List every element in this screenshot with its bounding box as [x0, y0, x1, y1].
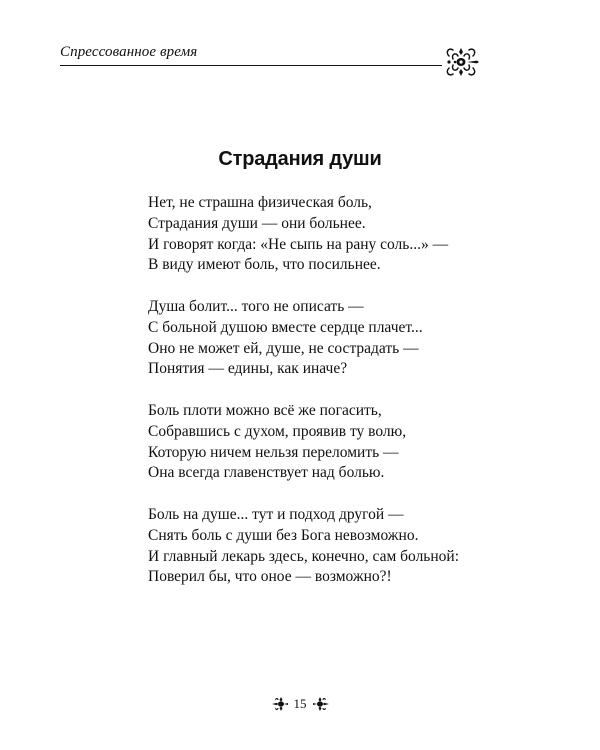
poem-line: В виду имеют боль, что посильнее.: [148, 256, 381, 274]
poem-line: И говорят когда: «Не сыпь на рану соль...» —: [148, 235, 449, 253]
poem-line: Снять боль с души без Бога невозможно.: [148, 526, 419, 544]
poem-line: Поверил бы, что оное — возможно?!: [148, 568, 392, 586]
poem-line: С больной душою вместе сердце плачет...: [148, 318, 423, 336]
poem-line: Душа болит... того не описать —: [148, 297, 364, 315]
stanza: [148, 193, 459, 276]
fleuron-left-icon: [272, 697, 288, 711]
poem-line: Собравшись с духом, проявив ту волю,: [148, 422, 407, 440]
poem-line: Страдания души — они больнее.: [148, 214, 366, 232]
poem-title: Страдания души: [218, 148, 382, 170]
poem-line: И главный лекарь здесь, конечно, сам больной:: [148, 547, 460, 565]
running-header-title: Спрессованное время: [60, 44, 198, 60]
floral-ornament-icon: [443, 42, 479, 82]
fleuron-right-icon: [313, 697, 329, 711]
header-rule: [60, 65, 442, 66]
page-number: 15: [293, 696, 307, 711]
poem-line: Понятия — едины, как иначе?: [148, 360, 348, 378]
poem-line: Оно не может ей, душе, не сострадать —: [148, 339, 419, 357]
poem-line: Которую ничем нельзя переломить —: [148, 443, 399, 461]
poem-line: Она всегда главенствует над болью.: [148, 464, 385, 482]
stanza: [148, 505, 459, 588]
stanza: [148, 401, 459, 484]
page-footer: [0, 696, 600, 712]
poem-line: Боль на душе... тут и подход другой —: [148, 505, 404, 523]
stanza: [148, 297, 459, 380]
poem-line: Боль плоти можно всё же погасить,: [148, 401, 382, 419]
poem-line: Нет, не страшна физическая боль,: [148, 194, 372, 211]
poem-body: [148, 193, 459, 609]
